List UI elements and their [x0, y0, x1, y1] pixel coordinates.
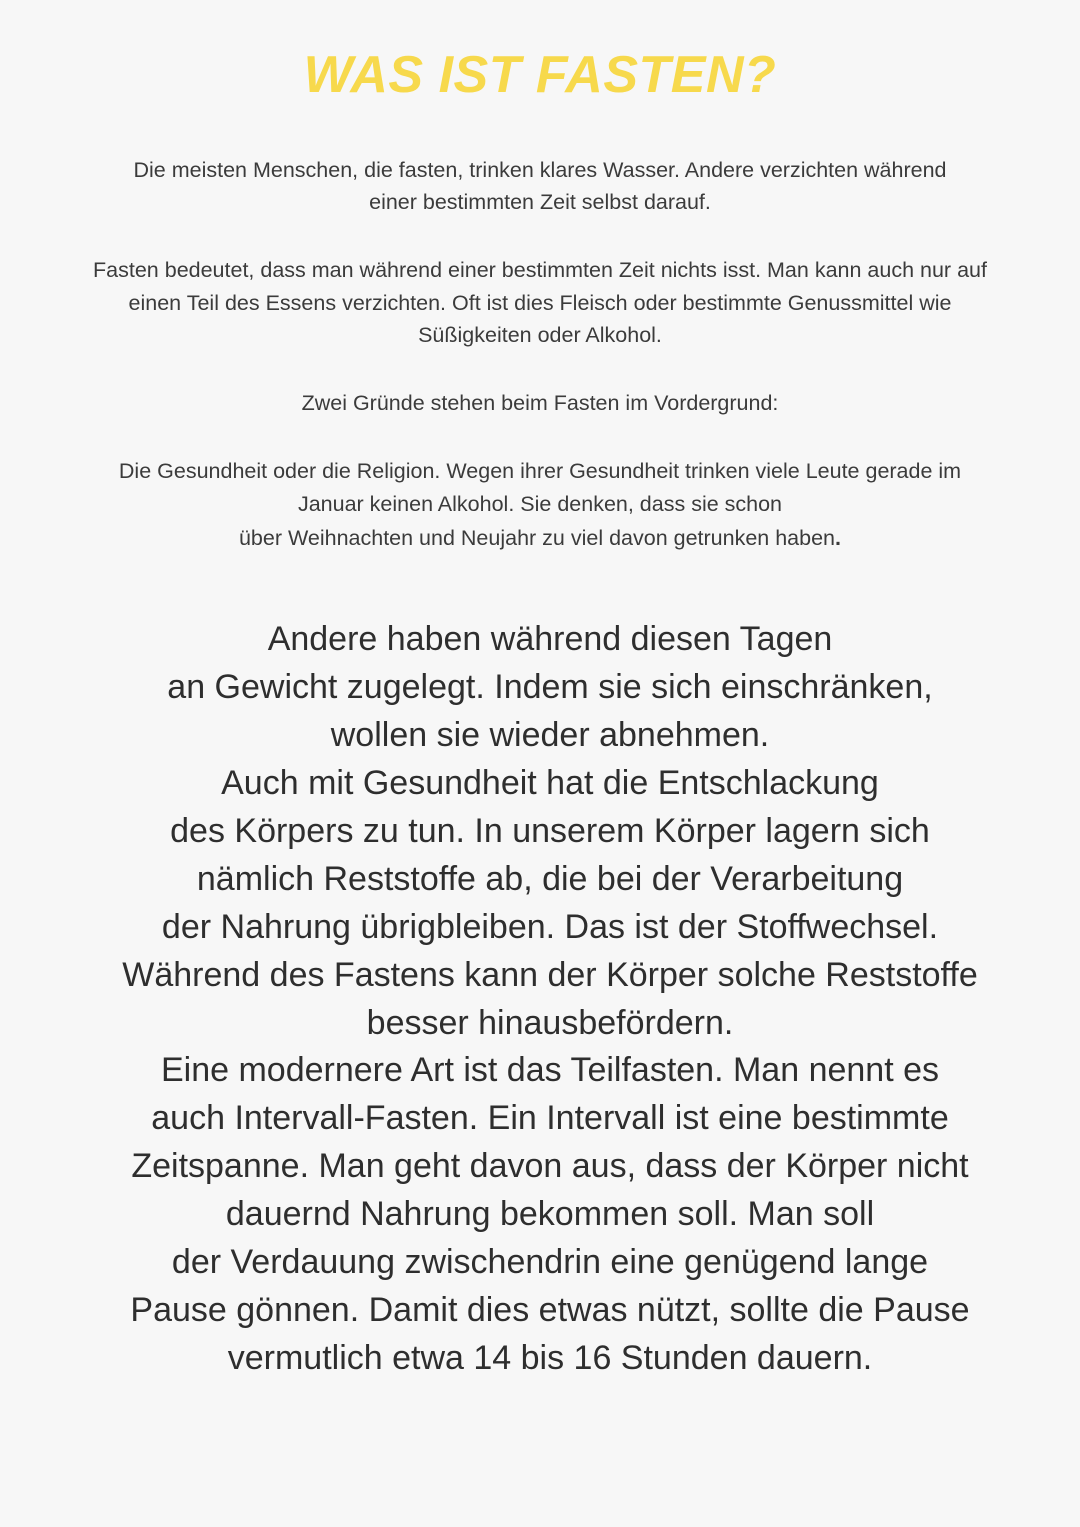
intro-paragraph-5-text: über Weihnachten und Neujahr zu viel davon getrunken haben — [238, 525, 836, 550]
main-line: Zeitspanne. Man geht davon aus, dass der Körper nicht — [131, 1147, 969, 1186]
main-line: nämlich Reststoffe ab, die bei der Verarbeitung — [196, 859, 904, 898]
intro-paragraph-4: Die Gesundheit oder die Religion. Wegen ihrer Gesundheit trinken viele Leute gerade im Januar keinen Alkohol. Sie denken, dass sie schon — [118, 459, 962, 516]
main-line: auch Intervall-Fasten. Ein Intervall ist eine bestimmte — [151, 1099, 949, 1138]
main-line: Während des Fastens kann der Körper solche Reststoffe — [122, 955, 978, 994]
main-line: der Verdauung zwischendrin eine genügend lange — [171, 1243, 929, 1282]
main-line: Pause gönnen. Damit dies etwas nützt, sollte die Pause — [130, 1291, 970, 1330]
page-title: WAS IST FASTEN? — [303, 46, 777, 104]
main-line: des Körpers zu tun. In unserem Körper lagern sich — [170, 811, 930, 850]
main-line: Eine modernere Art ist das Teilfasten. Man nennt es — [160, 1051, 940, 1090]
main-text-section — [60, 616, 1040, 1383]
main-line: dauernd Nahrung bekommen soll. Man soll — [225, 1195, 875, 1234]
main-line: Andere haben während diesen Tagen — [267, 620, 833, 659]
main-line: wollen sie wieder abnehmen. — [330, 715, 770, 754]
main-line: an Gewicht zugelegt. Indem sie sich einschränken, — [167, 667, 933, 706]
main-line: der Nahrung übrigbleiben. Das ist der Stoffwechsel. — [161, 907, 939, 946]
main-line: Auch mit Gesundheit hat die Entschlackung — [221, 763, 879, 802]
intro-paragraph-1: Die meisten Menschen, die fasten, trinken klares Wasser. Andere verzichten während einer bestimmten Zeit selbst darauf. — [133, 157, 947, 215]
main-line: besser hinausbefördern. — [366, 1003, 734, 1042]
intro-paragraph-5-punctuation: . — [835, 525, 842, 550]
main-line: vermutlich etwa 14 bis 16 Stunden dauern. — [227, 1339, 873, 1378]
intro-paragraph-3: Zwei Gründe stehen beim Fasten im Vordergrund: — [301, 391, 779, 416]
intro-paragraph-5 — [110, 522, 970, 554]
intro-paragraph-2: Fasten bedeutet, dass man während einer bestimmten Zeit nichts isst. Man kann auch nur auf einen Teil des Essens verzichten. Oft ist dies Fleisch oder bestimmte Genussmittel wie Süßigkeiten oder Alkohol. — [93, 258, 987, 347]
intro-section — [60, 154, 1020, 554]
